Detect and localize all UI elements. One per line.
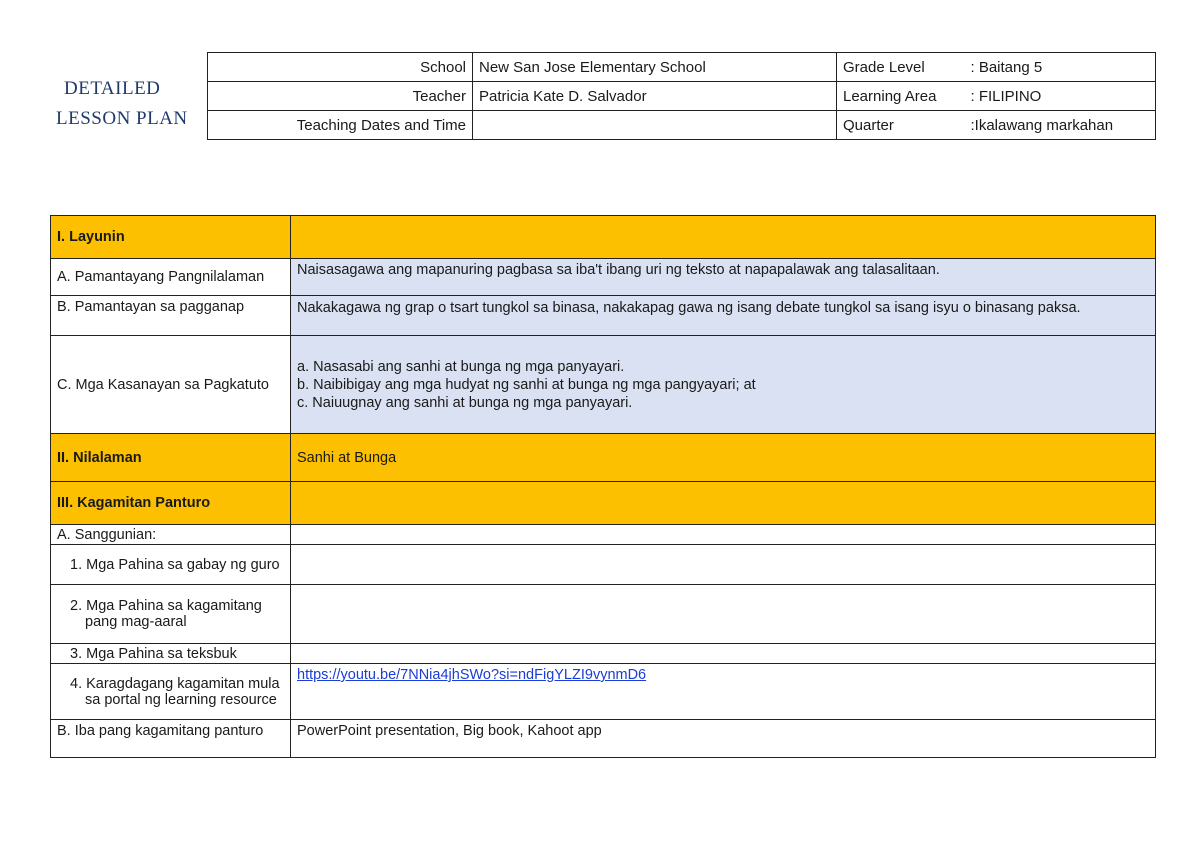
school-label: School xyxy=(208,53,473,82)
logo-line-1: DETAILED xyxy=(64,78,161,99)
kagamitang-mag-aaral-label: 2. Mga Pahina sa kagamitang pang mag-aaral xyxy=(51,585,291,644)
teacher-label: Teacher xyxy=(208,82,473,111)
row-kagamitang-mag-aaral xyxy=(51,585,1156,644)
logo-line-2: LESSON PLAN xyxy=(56,108,188,129)
nilalaman-heading: II. Nilalaman xyxy=(51,434,291,482)
iba-pang-kagamitan-label: B. Iba pang kagamitang panturo xyxy=(51,720,291,758)
sanggunian-label: A. Sanggunian: xyxy=(51,525,291,545)
row-pamantayang-pangnilalaman xyxy=(51,259,1156,296)
quarter-label: Quarter xyxy=(843,116,894,134)
row-pamantayan-sa-pagganap xyxy=(51,296,1156,336)
grade-level-label: Grade Level xyxy=(837,53,965,82)
teksbuk-label: 3. Mga Pahina sa teksbuk xyxy=(51,644,291,664)
teaching-dates-label: Teaching Dates and Time xyxy=(208,111,473,140)
kasanayan-sa-pagkatuto-label: C. Mga Kasanayan sa Pagkatuto xyxy=(51,336,291,434)
kasanayan-item: c. Naiuugnay ang sanhi at bunga ng mga panyayari. xyxy=(297,394,633,411)
nilalaman-value: Sanhi at Bunga xyxy=(291,434,1156,482)
school-value: New San Jose Elementary School xyxy=(473,53,837,82)
layunin-value xyxy=(291,216,1156,259)
header-row-teacher xyxy=(208,82,1156,111)
row-layunin xyxy=(51,216,1156,259)
kagamitang-mag-aaral-value xyxy=(291,585,1156,644)
learning-area-label: Learning Area xyxy=(837,82,965,111)
row-gabay-ng-guro xyxy=(51,545,1156,585)
sanggunian-value xyxy=(291,525,1156,545)
teaching-dates-value xyxy=(473,111,837,140)
karagdagang-kagamitan-value xyxy=(291,664,1156,720)
row-kagamitan-panturo xyxy=(51,482,1156,525)
lesson-plan-table xyxy=(50,215,1156,758)
row-kasanayan-sa-pagkatuto xyxy=(51,336,1156,434)
pamantayang-pangnilalaman-label: A. Pamantayang Pangnilalaman xyxy=(51,259,291,296)
resource-link[interactable]: https://youtu.be/7NNia4jhSWo?si=ndFigYLZI9vynmD6 xyxy=(297,667,647,683)
row-karagdagang-kagamitan xyxy=(51,664,1156,720)
kagamitan-panturo-heading: III. Kagamitan Panturo xyxy=(51,482,291,525)
learning-area-value: : FILIPINO xyxy=(965,82,1156,111)
kagamitan-panturo-value xyxy=(291,482,1156,525)
row-teksbuk xyxy=(51,644,1156,664)
header-row-school xyxy=(208,53,1156,82)
gabay-ng-guro-label: 1. Mga Pahina sa gabay ng guro xyxy=(51,545,291,585)
lesson-plan-logo xyxy=(56,74,206,134)
kasanayan-sa-pagkatuto-value xyxy=(291,336,1156,434)
pamantayan-sa-pagganap-value: Nakakagawa ng grap o tsart tungkol sa binasa, nakakapag gawa ng isang debate tungkol sa isang isyu o binasang paksa. xyxy=(291,296,1156,336)
pamantayang-pangnilalaman-value: Naisasagawa ang mapanuring pagbasa sa iba't ibang uri ng teksto at napapalawak ang talasalitaan. xyxy=(291,259,1156,296)
grade-level-value: : Baitang 5 xyxy=(965,53,1156,82)
karagdagang-kagamitan-label: 4. Karagdagang kagamitan mula sa portal ng learning resource xyxy=(51,664,291,720)
row-sanggunian xyxy=(51,525,1156,545)
kasanayan-item: a. Nasasabi ang sanhi at bunga ng mga panyayari. xyxy=(297,358,625,375)
header-info-table xyxy=(207,52,1156,140)
pamantayan-sa-pagganap-label: B. Pamantayan sa pagganap xyxy=(51,296,291,336)
header-row-dates xyxy=(208,111,1156,140)
quarter-value: :Ikalawang markahan xyxy=(965,111,1156,140)
gabay-ng-guro-value xyxy=(291,545,1156,585)
layunin-heading: I. Layunin xyxy=(51,216,291,259)
teacher-value: Patricia Kate D. Salvador xyxy=(473,82,837,111)
row-iba-pang-kagamitan xyxy=(51,720,1156,758)
iba-pang-kagamitan-value: PowerPoint presentation, Big book, Kahoot app xyxy=(291,720,1156,758)
kasanayan-item: b. Naibibigay ang mga hudyat ng sanhi at bunga ng mga pangyayari; at xyxy=(297,376,756,393)
row-nilalaman xyxy=(51,434,1156,482)
teksbuk-value xyxy=(291,644,1156,664)
